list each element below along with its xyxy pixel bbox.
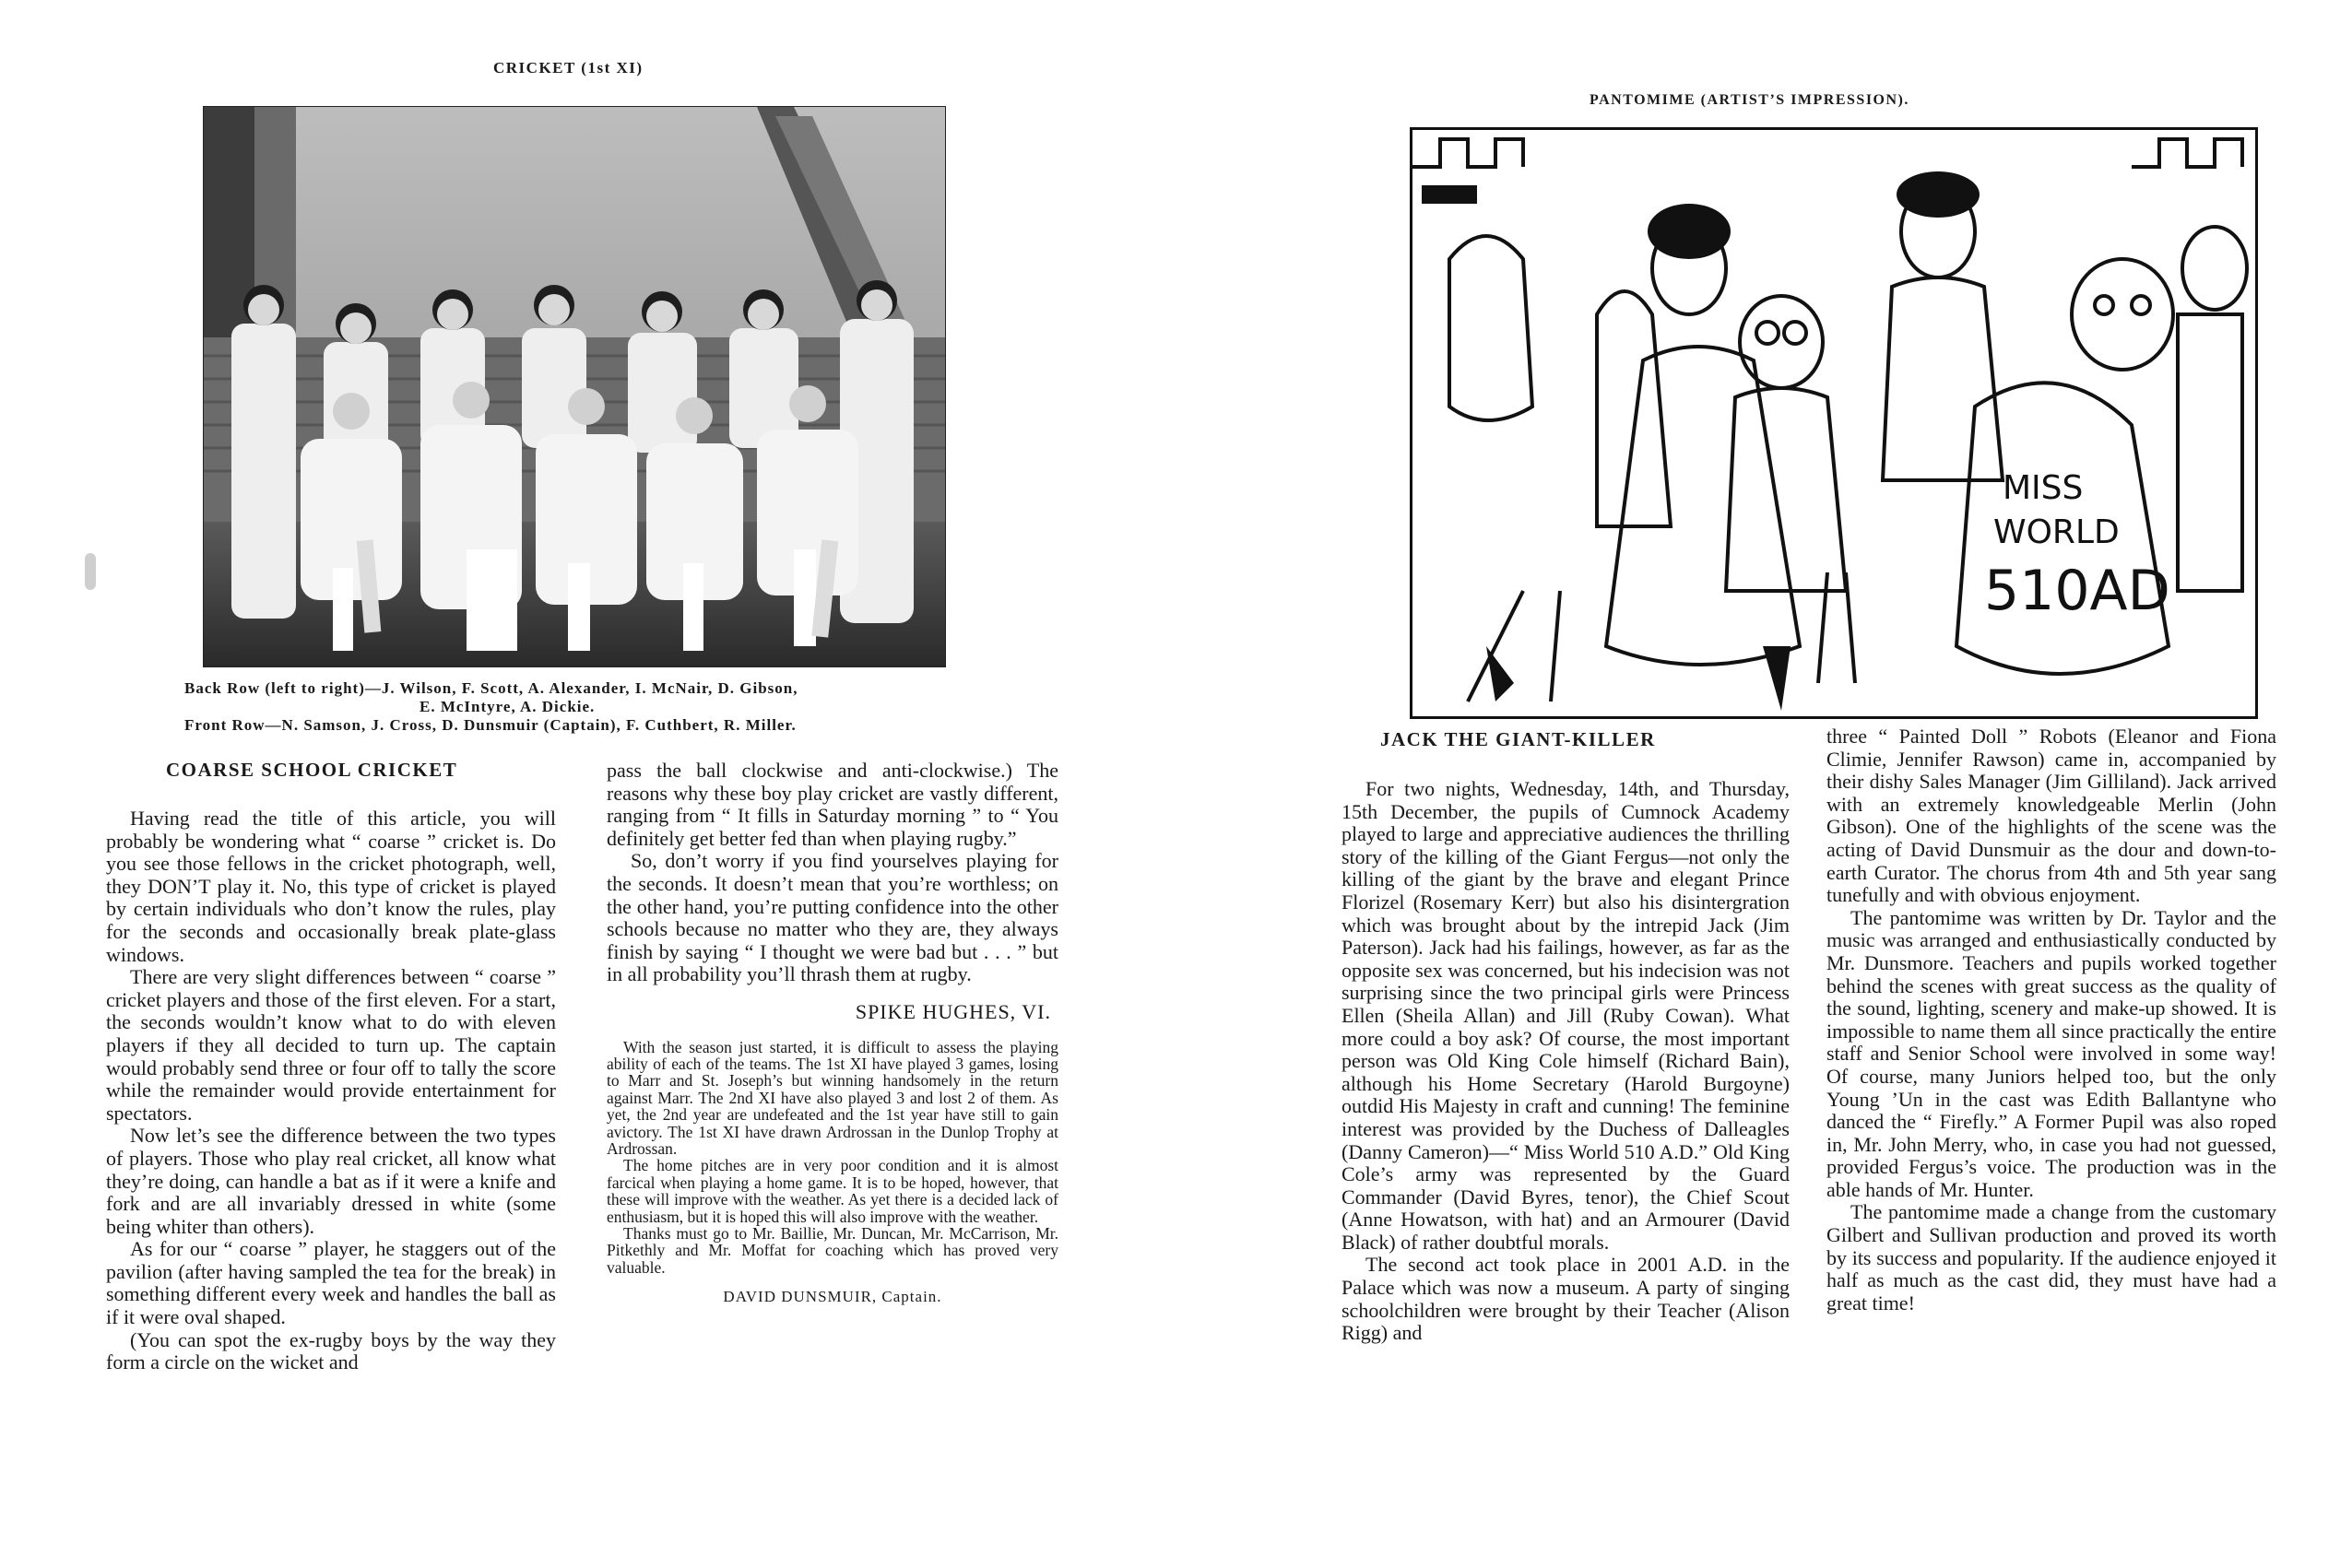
paragraph: For two nights, Wednesday, 14th, and Thursday, 15th December, the pupils of Cumnock Academy played to large and appreciative audiences the thrilling story of the killing of the Giant Fergus—not only the killing of the giant by the brave and elegant Prince Florizel (Rosemary Kerr) but also his disintergration which was brought about by the intrepid Jack (Jim Paterson). Jack had his failings, however, as far as the opposite sex was concerned, but his indecision was not surprising since the two principal girls were Princess Ellen (Sheila Allan) and Jill (Ruby Cowan). What more could a boy ask? Of course, the most important person was Old King Cole himself (Richard Bain), although his Home Secretary (Harold Burgoyne) outdid His Majesty in craft and cunning! The feminine interest was provided by the Duchess of Dalleagles (Danny Cameron)—“ Miss World 510 A.D.” Old King Cole’s army was represented by the Guard Commander (David Byres, tenor), the Chief Scout (Anne Howatson, with hat) and an Armourer (David Black) of rather doubtful morals. — [1341, 777, 1790, 1254]
cricket-photo-image — [204, 107, 945, 666]
pantomime-illustration — [1412, 130, 2255, 716]
photo-heading: CRICKET (1st XI) — [493, 59, 644, 77]
report-signature: DAVID DUNSMUIR, Captain. — [723, 1288, 942, 1306]
miss-world-sign-line-1: MISS — [2003, 469, 2084, 507]
scan-mark — [85, 553, 96, 590]
cricket-season-report — [607, 1039, 1058, 1306]
paragraph: There are very slight differences between “ coarse ” cricket players and those of the first eleven. For a start, the seconds wouldn’t know what to do with eleven players if they all decided to turn up. The captain would probably send three or four off to tally the score while the remainder would provide entertainment for spectators. — [106, 965, 556, 1125]
coarse-cricket-title: COARSE SCHOOL CRICKET — [166, 759, 458, 781]
miss-world-sign-line-2: WORLD — [1993, 513, 2120, 551]
paragraph: Now let’s see the difference between the two types of players. Those who play real cricket, all know what they’re doing, can handle a bat as if it were a knife and fork and are all invariably dressed in white (some being whiter than others). — [106, 1124, 556, 1238]
coarse-cricket-column-2 — [607, 760, 1058, 1306]
caption-front-row: Front Row—N. Samson, J. Cross, D. Dunsmuir (Captain), F. Cuthbert, R. Miller. — [184, 716, 797, 734]
report-paragraph: With the season just started, it is difficult to assess the playing ability of each of the teams. The 1st XI have played 3 games, losing to Marr and St. Joseph’s but winning handsomely in the return against Marr. The 2nd XI have also played 3 and lost 2 of them. As yet, the 2nd year are undefeated and the 1st year have still to gain avictory. The 1st XI have drawn Ardrossan in the Dunlop Trophy at Ardrossan. — [607, 1037, 1058, 1158]
paragraph: (You can spot the ex-rugby boys by the way they form a circle on the wicket and — [106, 1327, 556, 1374]
paragraph: As for our “ coarse ” player, he staggers out of the pavilion (after having sampled the tea for the break) in something different every week and handles the ball as if it were oval shaped. — [106, 1237, 556, 1329]
caption-back-row: Back Row (left to right)—J. Wilson, F. Scott, A. Alexander, I. McNair, D. Gibson, — [184, 679, 798, 697]
paragraph: Having read the title of this article, you will probably be wondering what “ coarse ” cricket is. Do you see those fellows in the cricket photograph, well, they DON’T play it. No, this type of cricket is played by certain individuals who don’t know the rules, play for the seconds and occasionally break plate-glass windows. — [106, 807, 556, 966]
coarse-cricket-column-1 — [106, 808, 556, 1374]
cricket-team-photo — [203, 106, 946, 667]
report-paragraph: The home pitches are in very poor condition and it is almost farcical when playing a home game. It is to be hoped, however, that these will improve with the weather. As yet there is a decided lack of enthusiasm, but it is hoped this will also improve with the weather. — [607, 1156, 1058, 1226]
pantomime-drawing — [1410, 127, 2258, 719]
right-page — [1176, 0, 2352, 1568]
paragraph: So, don’t worry if you find yourselves playing for the seconds. It doesn’t mean that you’re worthless; on the other hand, you’re putting confidence into the other schools because no matter who they are, they always finish by saying “ I thought we were bad but . . . ” but in all probability you’ll thrash them at rugby. — [607, 849, 1058, 986]
caption-back-row-continued: E. McIntyre, A. Dickie. — [420, 698, 596, 715]
jack-column-1 — [1341, 778, 1790, 1345]
paragraph: pass the ball clockwise and anti-clockwise.) The reasons why these boy play cricket are vastly different, ranging from “ It fills in Saturday morning ” to “ You definitely get better fed than when playing rugby.” — [607, 759, 1058, 850]
paragraph: three “ Painted Doll ” Robots (Eleanor and Fiona Climie, Jennifer Rawson) came in, accompanied by their dishy Sales Manager (Jim Gilliland). Jack arrived with an extremely knowledgeable Merlin (John Gibson). One of the highlights of the scene was the acting of David Dunsmuir as the dour and down-to-earth Curator. The chorus from 4th and 5th year sang tunefully and with obvious enjoyment. — [1826, 725, 2276, 907]
jack-column-2 — [1826, 725, 2276, 1315]
paragraph: The pantomime was written by Dr. Taylor and the music was arranged and enthusiastically conducted by Mr. Dunsmore. Teachers and pupils worked together behind the scenes with great success as the quality of the sound, lighting, scenery and make-up showed. It is impossible to name them all since practically the entire staff and Senior School were involved in some way! Of course, many Juniors helped too, but the only Young ’Un in the cast was Edith Ballantyne who danced the “ Firefly.” A Former Pupil was also roped in, Mr. John Merry, who, in case you had not guessed, provided Fergus’s voice. The production was in the able hands of Mr. Hunter. — [1826, 905, 2276, 1201]
photo-caption — [184, 679, 798, 735]
report-paragraph: Thanks must go to Mr. Baillie, Mr. Duncan, Mr. McCarrison, Mr. Pitkethly and Mr. Moffat for coaching which has proved very valuable. — [607, 1224, 1058, 1277]
miss-world-sign-line-3: 510AD — [1984, 559, 2170, 623]
drawing-heading: PANTOMIME (ARTIST’S IMPRESSION). — [1590, 92, 1909, 108]
jack-giant-killer-title: JACK THE GIANT-KILLER — [1380, 728, 1656, 750]
paragraph: The pantomime made a change from the customary Gilbert and Sullivan production and proved its worth by its success and popularity. If the audience enjoyed it half as much as the cast did, they must have had a great time! — [1826, 1200, 2276, 1315]
paragraph: The second act took place in 2001 A.D. in the Palace which was now a museum. A party of singing schoolchildren were brought by their Teacher (Alison Rigg) and — [1341, 1253, 1790, 1345]
article-byline: SPIKE HUGHES, VI. — [855, 999, 1051, 1023]
